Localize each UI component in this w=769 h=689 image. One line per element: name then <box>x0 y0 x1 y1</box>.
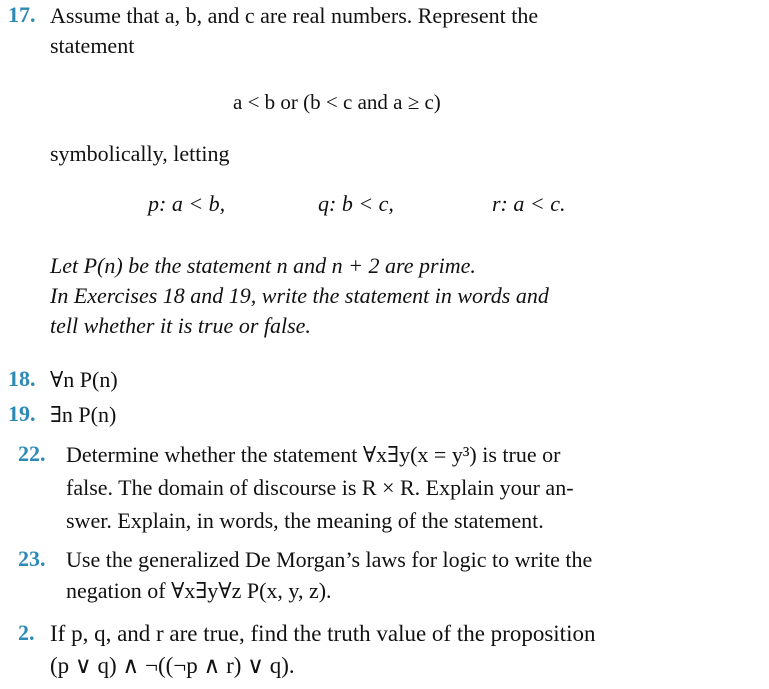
problem-17-line-3: symbolically, letting <box>50 141 230 166</box>
problem-2-number: 2. <box>18 620 35 645</box>
problem-22-line-2: false. The domain of discourse is R × R. Explain your an- <box>66 475 574 500</box>
problem-17-r-definition: r: a < c. <box>492 191 566 216</box>
problem-17-p-definition: p: a < b, <box>148 191 226 216</box>
problem-22-line-3: swer. Explain, in words, the meaning of the statement. <box>66 508 544 533</box>
exercise-intro-line-2: In Exercises 18 and 19, write the statement in words and <box>50 283 549 308</box>
exercise-intro-line-3: tell whether it is true or false. <box>50 313 311 338</box>
problem-22-line-1: Determine whether the statement ∀x∃y(x = y³) is true or <box>66 442 561 467</box>
problem-17-q-definition: q: b < c, <box>318 191 394 216</box>
problem-17-display-statement: a < b or (b < c and a ≥ c) <box>233 90 441 114</box>
problem-2-line-1: If p, q, and r are true, find the truth value of the proposition <box>50 621 596 646</box>
problem-23-line-2: negation of ∀x∃y∀z P(x, y, z). <box>66 578 332 603</box>
problem-18-text: ∀n P(n) <box>50 367 118 392</box>
problem-17-number: 17. <box>8 2 36 27</box>
problem-22-number: 22. <box>18 441 46 466</box>
exercise-intro-line-1: Let P(n) be the statement n and n + 2 are prime. <box>50 253 476 278</box>
problem-17-line-2: statement <box>50 33 135 58</box>
problem-19-number: 19. <box>8 401 36 426</box>
problem-18-number: 18. <box>8 366 36 391</box>
problem-23-number: 23. <box>18 546 46 571</box>
problem-17-line-1: Assume that a, b, and c are real numbers. Represent the <box>50 3 539 28</box>
problem-19-text: ∃n P(n) <box>50 402 117 427</box>
problem-23-line-1: Use the generalized De Morgan’s laws for logic to write the <box>66 547 593 572</box>
problem-2-line-2: (p ∨ q) ∧ ¬((¬p ∧ r) ∨ q). <box>50 653 295 678</box>
